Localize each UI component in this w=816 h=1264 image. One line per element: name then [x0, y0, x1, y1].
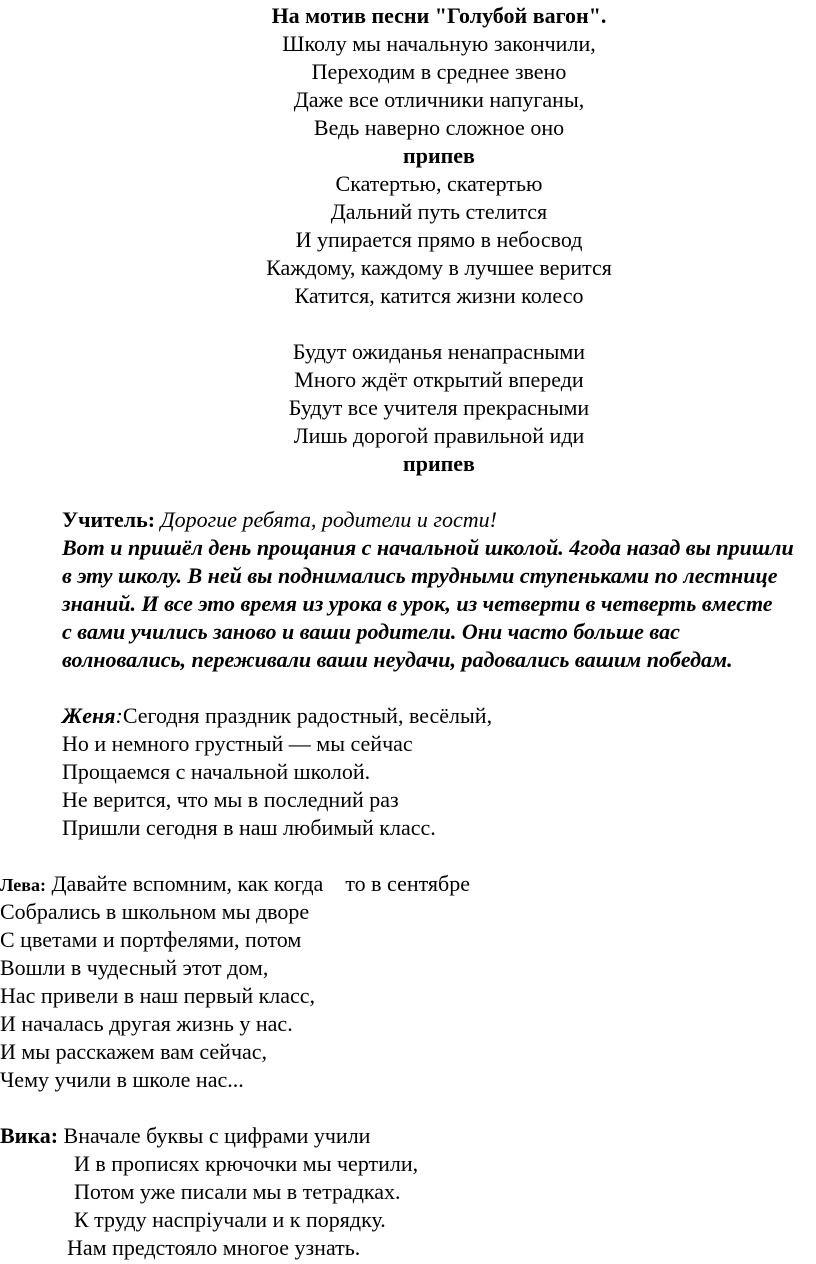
leva-line: И мы расскажем вам сейчас, — [0, 1039, 268, 1064]
verse-line: Переходим в среднее звено — [311, 59, 567, 84]
leva-line: Нас привели в наш первый класс, — [0, 983, 316, 1008]
zhenya-line: Но и немного грустный — мы сейчас — [62, 731, 413, 756]
leva-line: Вошли в чудесный этот дом, — [0, 955, 269, 980]
verse-line: Много ждёт открытий впереди — [294, 367, 584, 392]
teacher-first-line — [62, 506, 497, 534]
speaker-name: Женя — [62, 703, 116, 728]
speech-text: Давайте вспомним, как когда то в сентябре — [51, 871, 471, 896]
leva-line: С цветами и портфелями, потом — [0, 927, 302, 952]
verse-line: Будут ожиданья ненапрасными — [292, 339, 586, 364]
teacher-line: в эту школу. В ней вы поднимались трудными ступеньками по лестнице — [62, 563, 778, 588]
chorus-line: И упирается прямо в небосвод — [295, 227, 583, 252]
zhenya-line: Пришли сегодня в наш любимый класс. — [62, 815, 436, 840]
chorus-line: Каждому, каждому в лучшее верится — [266, 255, 612, 280]
zhenya-line: Прощаемся с начальной школой. — [62, 759, 371, 784]
verse-line: Школу мы начальную закончили, — [282, 31, 596, 56]
speech-text: Дорогие ребята, родители и гости! — [160, 507, 497, 532]
chorus-line: Катится, катится жизни колесо — [294, 283, 584, 308]
chorus-line: Скатертью, скатертью — [335, 171, 543, 196]
speaker-name: Учитель: — [62, 507, 156, 532]
vika-line: К труду наспріучали и к порядку. — [74, 1207, 386, 1232]
speaker-name: Лева: — [0, 875, 46, 895]
speech-text: Сегодня праздник радостный, весёлый, — [122, 703, 493, 728]
leva-first-line — [0, 870, 470, 899]
leva-line: Чему учили в школе нас... — [0, 1067, 244, 1092]
vika-first-line — [0, 1122, 370, 1150]
vika-line: И в прописях крючочки мы чертили, — [74, 1151, 419, 1176]
chorus-label: припев — [403, 451, 475, 476]
vika-line: Потом уже писали мы в тетрадках. — [74, 1179, 401, 1204]
zhenya-line: Не верится, что мы в последний раз — [62, 787, 399, 812]
verse-line: Будут все учителя прекрасными — [288, 395, 590, 420]
zhenya-first-line — [62, 702, 492, 730]
chorus-label: припев — [403, 143, 475, 168]
leva-line: И началась другая жизнь у нас. — [0, 1011, 293, 1036]
song-title: На мотив песни "Голубой вагон". — [271, 3, 607, 28]
teacher-line: с вами учились заново и ваши родители. Они часто больше вас — [62, 619, 680, 644]
speaker-separator: : — [115, 703, 123, 728]
teacher-line: знаний. И все это время из урока в урок, из четверти в четверть вместе — [62, 591, 773, 616]
speech-text: Вначале буквы с цифрами учили — [63, 1123, 371, 1148]
teacher-line: Вот и пришёл день прощания с начальной школой. 4года назад вы пришли — [62, 535, 794, 560]
chorus-line: Дальний путь стелится — [330, 199, 548, 224]
vika-line: Нам предстояло многое узнать. — [67, 1235, 361, 1260]
verse-line: Лишь дорогой правильной иди — [293, 423, 585, 448]
teacher-line: волновались, переживали ваши неудачи, радовались вашим победам. — [62, 647, 733, 672]
verse-line: Даже все отличники напуганы, — [293, 87, 585, 112]
verse-line: Ведь наверно сложное оно — [313, 115, 565, 140]
speaker-name: Вика: — [0, 1123, 59, 1148]
leva-line: Собрались в школьном мы дворе — [0, 899, 310, 924]
